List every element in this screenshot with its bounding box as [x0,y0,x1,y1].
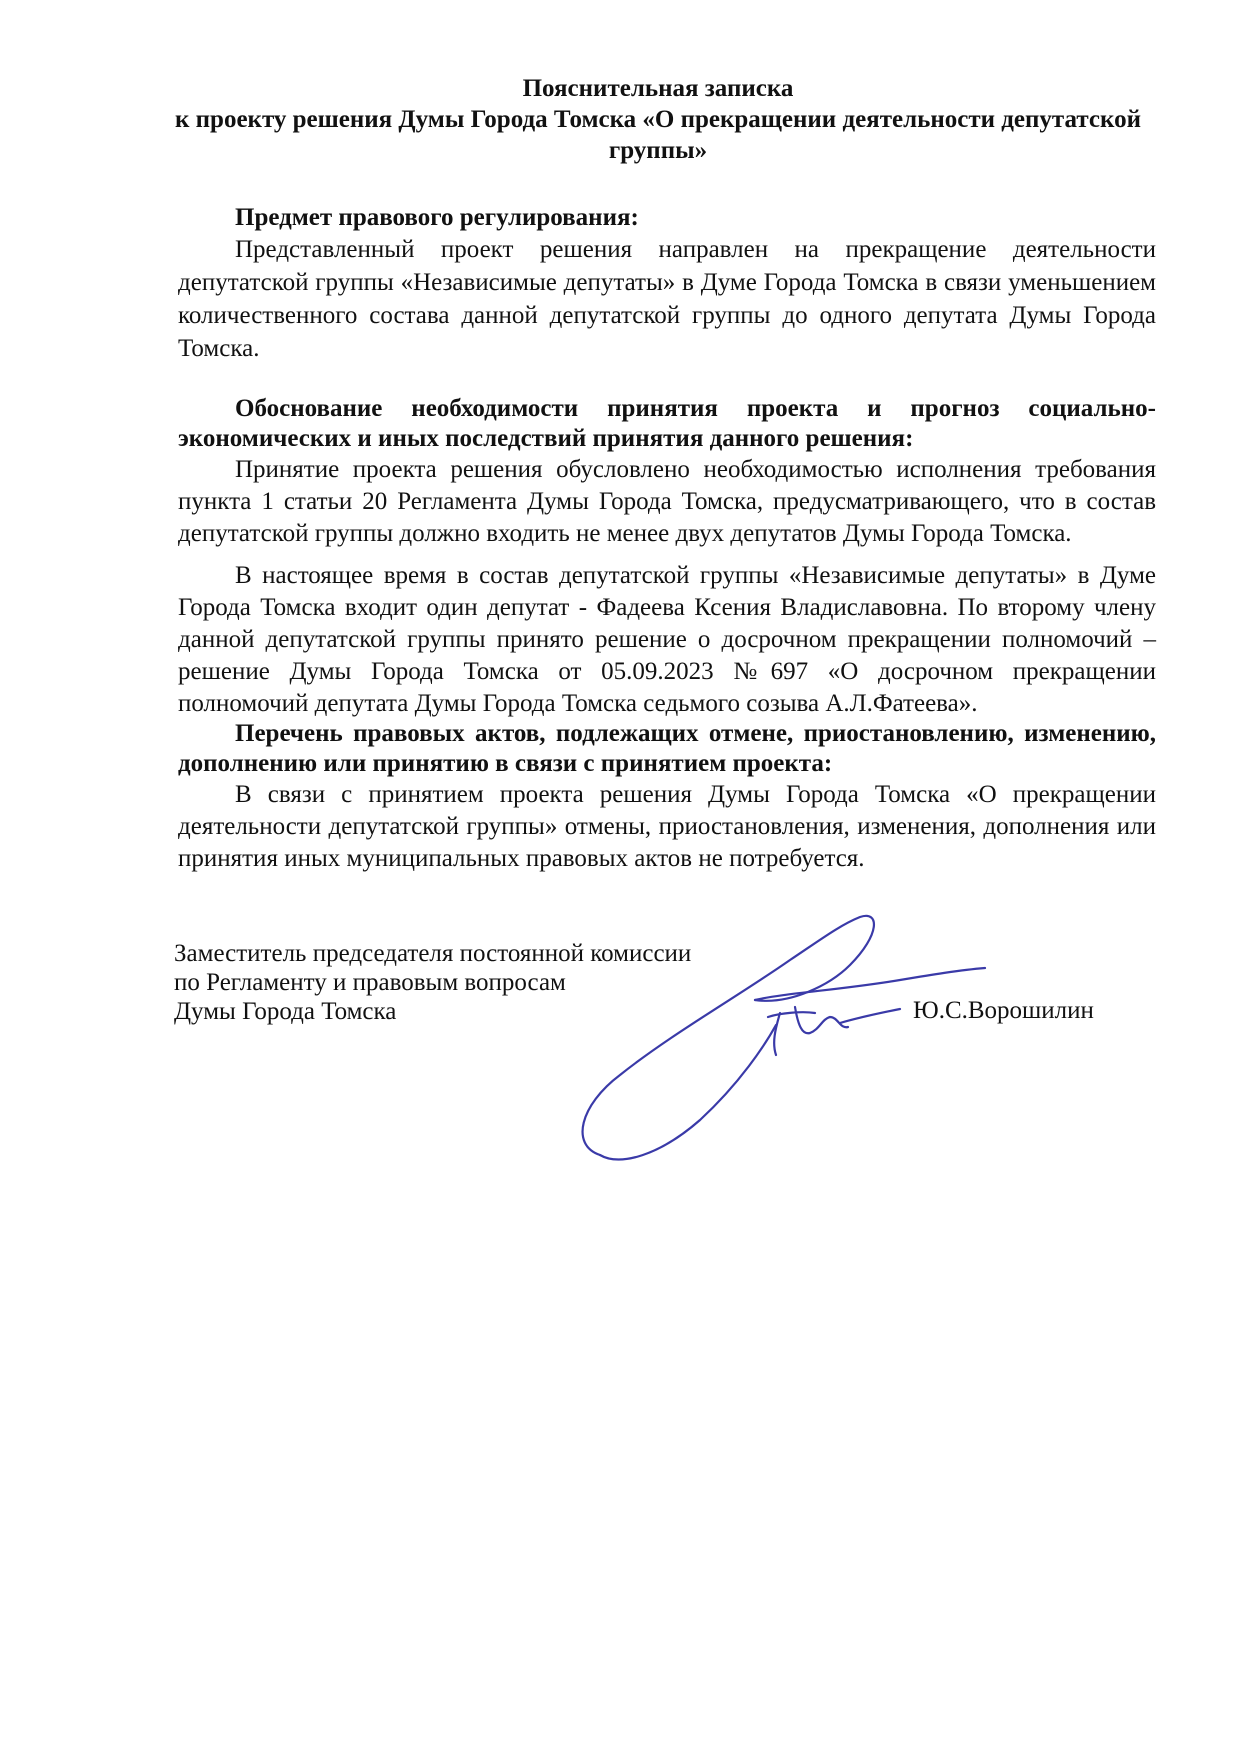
section-subject [178,203,1156,365]
signer-position-line: Заместитель председателя постоянной комиссии [174,940,692,967]
signer-position-line: по Регламенту и правовым вопросам [174,969,566,996]
title-line-2: к проекту решения Думы Города Томска «О прекращении деятельности депутатской группы» [174,106,1142,164]
signer-name: Ю.С.Ворошилин [913,997,1094,1024]
section-paragraph: В связи с принятием проекта решения Думы Города Томска «О прекращении деятельности депутатской группы» отмены, приостановления, изменения, дополнения или принятия иных муниципальных правовых актов не потребуется. [178,781,1156,872]
section-paragraph: Принятие проекта решения обусловлено необходимостью исполнения требования пункта 1 статьи 20 Регламента Думы Города Томска, предусматривающего, что в состав депутатской группы должно входить не менее двух депутатов Думы Города Томска. [178,456,1156,547]
title-line-1: Пояснительная записка [522,75,794,102]
section-heading: Перечень правовых актов, подлежащих отмене, приостановлению, изменению, дополнению или принятию в связи с принятием проекта: [178,720,1156,777]
signer-position-line: Думы Города Томска [174,998,397,1025]
section-legal-acts [178,719,1156,875]
section-heading: Обоснование необходимости принятия проекта и прогноз социально-экономических и иных последствий принятия данного решения: [178,395,1156,452]
section-paragraph: В настоящее время в состав депутатской группы «Независимые депутаты» в Думе Города Томска входит один депутат - Фадеева Ксения Владиславовна. По второму члену данной депутатской группы принято решение о досрочном прекращении полномочий – решение Думы Города Томска от 05.09.2023 №697 «О досрочном прекращении полномочий депутата Думы Города Томска седьмого созыва А.Л.Фатеева». [178,562,1156,717]
section-heading: Предмет правового регулирования: [235,204,639,231]
section-justification [178,394,1156,720]
section-paragraph: Представленный проект решения направлен на прекращение деятельности депутатской группы «Независимые депутаты» в Думе Города Томска в связи уменьшением количественного состава данной депутатской группы до одного депутата Думы Города Томска. [178,236,1156,362]
document-title [160,73,1156,166]
handwritten-signature-icon [540,905,1010,1205]
